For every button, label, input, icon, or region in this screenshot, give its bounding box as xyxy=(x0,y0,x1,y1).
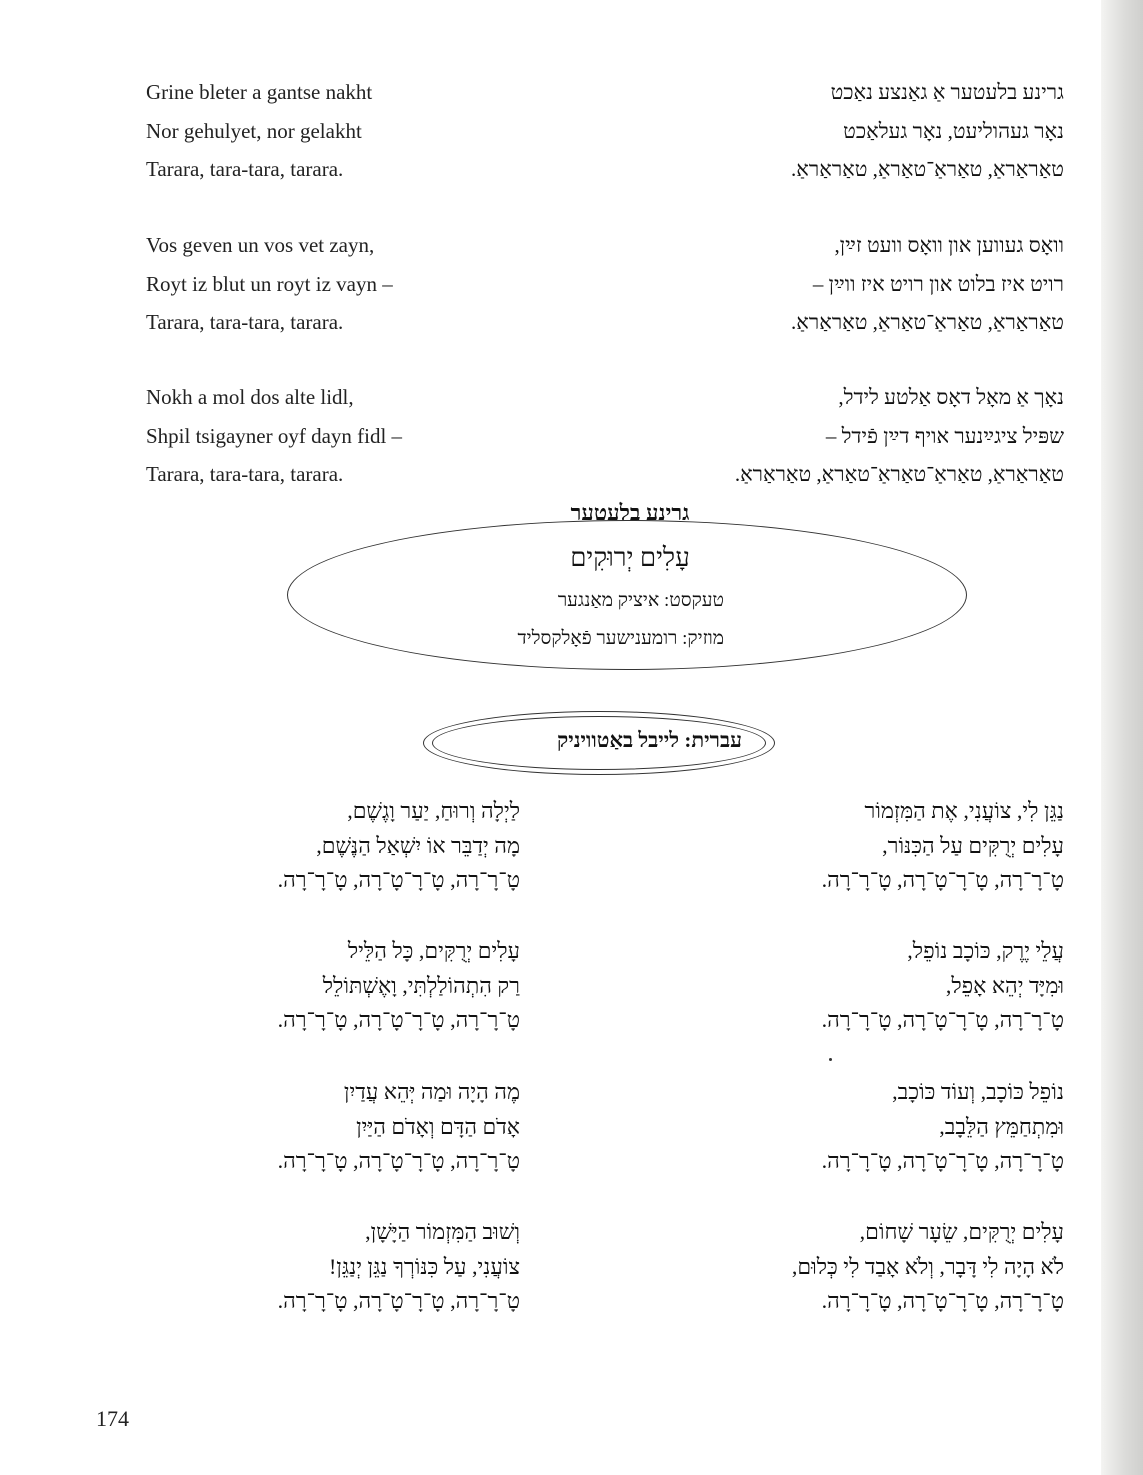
yiddish-line: רויט איז בלוט און רויט איז ווײַן – xyxy=(812,271,1064,296)
song-title-hebrew: עָלִים יְרוּקִים xyxy=(570,543,690,572)
yiddish-line: גרינע בלעטער אַ גאַנצע נאַכט xyxy=(830,80,1064,104)
hebrew-line: טָ־רָ־רָה, טָ־רָ־טָ־רָה, טָ־רָ־רָה. xyxy=(821,1148,1064,1173)
latin-line: Nor gehulyet, nor gelakht xyxy=(146,118,362,143)
latin-line: Vos geven un vos vet zayn, xyxy=(146,233,375,257)
text-credit: טעקסט: איציק מאַנגער xyxy=(557,590,724,611)
yiddish-stanza-3 xyxy=(640,378,1064,494)
hebrew-right-stanza-1 xyxy=(600,794,1064,898)
hebrew-line: מֶה הָיָה וּמַה יְּהֵא עֲדַיִן xyxy=(343,1079,520,1104)
hebrew-line: עָלִים יְרֻקִּים, שֵׂעָר שָׁחוֹם, xyxy=(859,1219,1064,1244)
latin-line: Tarara, tara-tara, tarara. xyxy=(146,310,344,334)
yiddish-line: טאַראַראַ, טאַראַ־טאַראַ, טאַראַראַ. xyxy=(791,157,1064,181)
yiddish-line: נאָר געהוליעט, נאָר געלאַכט xyxy=(843,118,1064,143)
hebrew-line: צוֹעֲנִי, עַל כִּנּוֹרְךָ נַגֵּן יְנַגֵּן! xyxy=(328,1253,520,1279)
hebrew-line: לַיְלָה וְרוּחַ, יַעַר וָגֶשֶׁם, xyxy=(347,798,520,823)
yiddish-stanza-1 xyxy=(640,73,1064,189)
yiddish-line: טאַראַראַ, טאַראַ־טאַראַ, טאַראַראַ. xyxy=(791,310,1064,334)
latin-line: Tarara, tara-tara, tarara. xyxy=(146,157,344,181)
latin-line: Tarara, tara-tara, tarara. xyxy=(146,462,344,486)
page-gutter-shadow xyxy=(1101,0,1143,1475)
music-credit: מוזיק: רומענישער פֿאָלקסליד xyxy=(517,628,724,649)
hebrew-line: וּמִתְחַמֵּץ הַלֵּבָב, xyxy=(939,1113,1064,1139)
yiddish-line: שפּיל ציגײַנער אויף דײַן פֿידל – xyxy=(825,423,1064,448)
yiddish-line: וואָס געווען און וואָס וועט זײַן, xyxy=(834,233,1064,257)
latin-line: Shpil tsigayner oyf dayn fidl – xyxy=(146,423,403,448)
hebrew-line: רַק הִתְהוֹלַלְתִּי, וָאֶשְׁתּוֹלֵל xyxy=(322,972,520,998)
hebrew-line: טָ־רָ־רָה, טָ־רָ־טָ־רָה, טָ־רָ־רָה. xyxy=(277,867,520,892)
latin-line: Grine bleter a gantse nakht xyxy=(146,80,373,104)
hebrew-line: מָה יְדַבֵּר אוֹ יִשְׁאַל הַנֶּשֶׁם, xyxy=(316,832,520,858)
hebrew-line: וּמִיָּד יְהֵא אָפֵל, xyxy=(945,972,1064,998)
latin-stanza-3 xyxy=(146,378,402,494)
hebrew-right-stanza-2 xyxy=(600,934,1064,1038)
hebrew-left-stanza-4 xyxy=(230,1215,520,1319)
hebrew-line: אָדֹם הַדָּם וְאָדֹם הַיַּיִן xyxy=(356,1113,520,1139)
hebrew-left-stanza-1 xyxy=(230,794,520,898)
translator-credit: עברית: לייבל באַטוויניק xyxy=(556,728,742,752)
yiddish-line: טאַראַראַ, טאַראַ־טאַראַ־טאַראַ, טאַראַראַ. xyxy=(734,462,1064,486)
hebrew-line: עָלִים יְרֻקִּים עַל הַכִּנּוֹר, xyxy=(882,832,1064,858)
hebrew-left-stanza-2 xyxy=(230,934,520,1038)
latin-stanza-1 xyxy=(146,73,372,189)
hebrew-line: טָ־רָ־רָה, טָ־רָ־טָ־רָה, טָ־רָ־רָה. xyxy=(821,867,1064,892)
latin-line: Nokh a mol dos alte lidl, xyxy=(146,385,354,409)
hebrew-line: נוֹפֵל כּוֹכָב, וְעוֹד כּוֹכָב, xyxy=(892,1079,1064,1104)
yiddish-stanza-2 xyxy=(640,226,1064,342)
hebrew-right-stanza-3 xyxy=(600,1075,1064,1179)
latin-line: Royt iz blut un royt iz vayn – xyxy=(146,271,393,296)
hebrew-line: עֲלֵי יֶרֶק, כּוֹכָב נוֹפֵל, xyxy=(907,938,1064,963)
print-speck xyxy=(829,1058,832,1061)
hebrew-line: טָ־רָ־רָה, טָ־רָ־טָ־רָה, טָ־רָ־רָה. xyxy=(821,1007,1064,1032)
hebrew-line: טָ־רָ־רָה, טָ־רָ־טָ־רָה, טָ־רָ־רָה. xyxy=(277,1288,520,1313)
hebrew-line: טָ־רָ־רָה, טָ־רָ־טָ־רָה, טָ־רָ־רָה. xyxy=(821,1288,1064,1313)
hebrew-line: וְשׁוּב הַמִּזְמוֹר הַיָּשָׁן, xyxy=(365,1219,520,1244)
hebrew-right-stanza-4 xyxy=(600,1215,1064,1319)
page-number: 174 xyxy=(96,1406,129,1431)
hebrew-line: עָלִים יְרֻקִּים, כָּל הַלֵּיל xyxy=(347,938,520,963)
song-title-yiddish: גרינע בלעטער xyxy=(570,500,690,525)
hebrew-line: טָ־רָ־רָה, טָ־רָ־טָ־רָה, טָ־רָ־רָה. xyxy=(277,1148,520,1173)
hebrew-line: נַגֵּן לִי, צוֹעֲנִי, אֶת הַמִּזְמוֹר xyxy=(864,798,1064,823)
hebrew-left-stanza-3 xyxy=(230,1075,520,1179)
latin-stanza-2 xyxy=(146,226,393,342)
hebrew-line: לֹא הָיָה לִי דָּבָר, וְלֹא אָבַד לִי כְּלוּם, xyxy=(791,1253,1064,1279)
yiddish-line: נאָך אַ מאָל דאָס אַלטע לידל, xyxy=(838,385,1064,409)
hebrew-line: טָ־רָ־רָה, טָ־רָ־טָ־רָה, טָ־רָ־רָה. xyxy=(277,1007,520,1032)
